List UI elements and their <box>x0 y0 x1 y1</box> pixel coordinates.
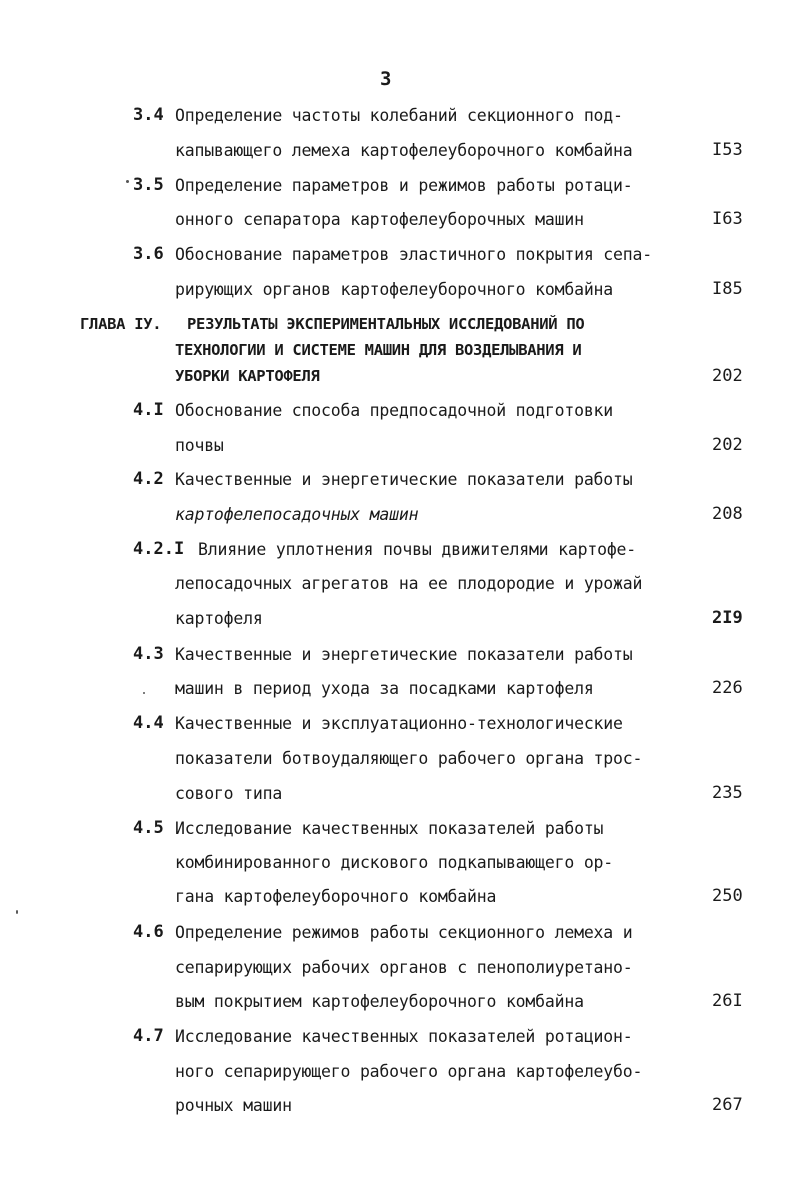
page-ref: I53 <box>712 140 743 160</box>
section-title-line: Качественные и энергетические показатели работы <box>175 470 633 489</box>
section-title-line: картофелепосадочных машин <box>175 505 419 524</box>
chapter-title-line: ТЕХНОЛОГИИ И СИСТЕМЕ МАШИН ДЛЯ ВОЗДЕЛЫВАНИЯ И <box>175 341 582 359</box>
section-title-line: показатели ботвоудаляющего рабочего органа трос- <box>175 749 643 768</box>
section-title-line: вым покрытием картофелеуборочного комбайна <box>175 992 584 1011</box>
section-number: 4.5 <box>133 818 164 838</box>
page-ref: 226 <box>712 678 743 698</box>
section-title-line: Определение частоты колебаний секционного под- <box>175 106 623 125</box>
page-number: 3 <box>380 68 392 90</box>
section-title-line: рирующих органов картофелеуборочного комбайна <box>175 280 614 299</box>
section-title-line: сового типа <box>175 784 283 803</box>
section-number: 4.2.I <box>133 539 185 559</box>
section-number: 4.3 <box>133 644 164 664</box>
section-number: 3.6 <box>133 244 164 264</box>
scan-speck <box>16 910 18 914</box>
page-ref: 202 <box>712 435 743 455</box>
page-ref: 267 <box>712 1095 743 1115</box>
section-number: 4.7 <box>133 1026 164 1046</box>
section-title-line: Обоснование способа предпосадочной подготовки <box>175 401 614 420</box>
section-number: 4.4 <box>133 713 164 733</box>
section-number: 3.5 <box>133 175 164 195</box>
section-title-line: Исследование качественных показателей ротацион- <box>175 1027 633 1046</box>
page-ref: 235 <box>712 783 743 803</box>
chapter-title-line: РЕЗУЛЬТАТЫ ЭКСПЕРИМЕНТАЛЬНЫХ ИССЛЕДОВАНИЙ ПО <box>187 315 585 333</box>
section-title-line: лепосадочных агрегатов на ее плодородие и урожай <box>175 574 643 593</box>
section-title-line: Качественные и эксплуатационно-технологические <box>175 714 623 733</box>
page-ref: 26I <box>712 991 743 1011</box>
section-title-line: рочных машин <box>175 1096 292 1115</box>
chapter-number: ГЛАВА IУ. <box>80 315 162 333</box>
page-ref: 2I9 <box>712 608 743 628</box>
section-title-line: комбинированного дискового подкапывающего ор- <box>175 853 614 872</box>
page-ref: I63 <box>712 209 743 229</box>
section-title-line: Влияние уплотнения почвы движителями картофе- <box>198 540 637 559</box>
page-ref: 208 <box>712 504 743 524</box>
section-title-line: почвы <box>175 436 224 455</box>
scan-speck <box>143 692 145 694</box>
section-title-line: ного сепарирующего рабочего органа картофелеубо- <box>175 1062 643 1081</box>
section-title-line: капывающего лемеха картофелеуборочного комбайна <box>175 141 633 160</box>
section-title-line: картофеля <box>175 609 263 628</box>
section-number: 4.6 <box>133 922 164 942</box>
scan-speck <box>126 180 129 183</box>
section-title-line: онного сепаратора картофелеуборочных машин <box>175 210 584 229</box>
section-title-line: Обоснование параметров эластичного покрытия сепа- <box>175 245 652 264</box>
page-ref: I85 <box>712 279 743 299</box>
section-title-line: машин в период ухода за посадками картофеля <box>175 679 594 698</box>
section-title-line: Определение режимов работы секционного лемеха и <box>175 923 633 942</box>
section-number: 4.I <box>133 400 164 420</box>
section-title-line: сепарирующих рабочих органов с пенополиуретано- <box>175 958 633 977</box>
page-ref: 202 <box>712 366 743 386</box>
chapter-title-line: УБОРКИ КАРТОФЕЛЯ <box>175 367 320 385</box>
section-title-line: Исследование качественных показателей работы <box>175 819 604 838</box>
section-title-line: гана картофелеуборочного комбайна <box>175 887 497 906</box>
page-ref: 250 <box>712 886 743 906</box>
section-number: 4.2 <box>133 469 164 489</box>
section-title-line: Качественные и энергетические показатели работы <box>175 645 633 664</box>
section-title-line: Определение параметров и режимов работы ротаци- <box>175 176 633 195</box>
section-number: 3.4 <box>133 105 164 125</box>
